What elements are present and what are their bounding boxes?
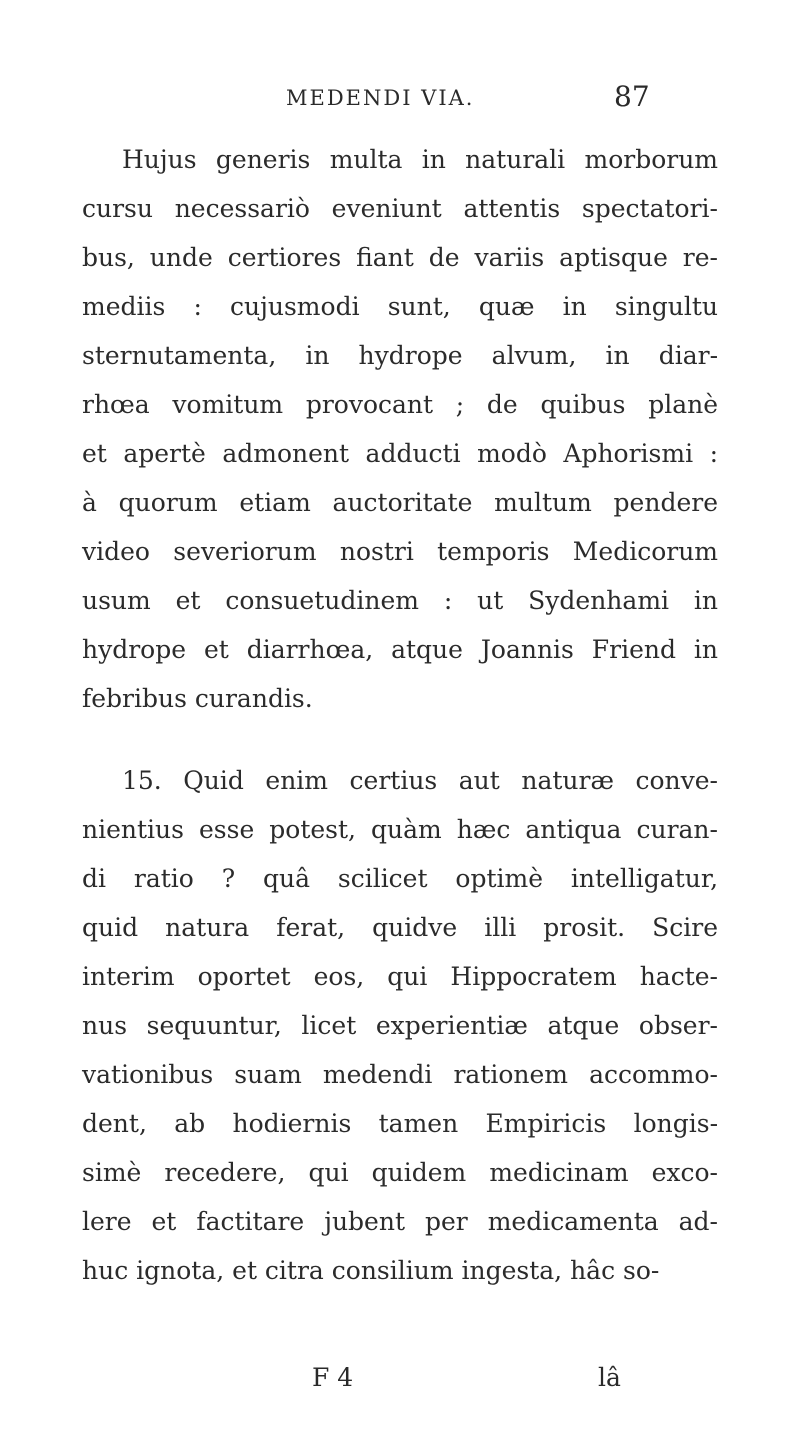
text-line: cursu necessariò eveniunt attentis spectatori- <box>82 194 719 223</box>
running-title: MEDENDI VIA. <box>286 86 475 110</box>
text-line: à quorum etiam auctoritate multum pendere <box>82 488 718 517</box>
text-line: quid natura ferat, quidve illi prosit. Scire <box>82 913 718 942</box>
text-line: et apertè admonent adducti modò Aphorismi : <box>82 439 719 468</box>
text-line: nientius esse potest, quàm hæc antiqua curan- <box>82 815 718 844</box>
text-line: rhœa vomitum provocant ; de quibus planè <box>82 390 718 419</box>
text-line: nus sequuntur, licet experientiæ atque obser- <box>82 1011 718 1040</box>
text-line: sternutamenta, in hydrope alvum, in diar- <box>82 341 719 370</box>
text-line: lere et factitare jubent per medicamenta ad- <box>82 1207 718 1236</box>
text-line: dent, ab hodiernis tamen Empiricis longis- <box>82 1109 719 1138</box>
text-line: febribus curandis. <box>82 684 313 713</box>
text-line: hydrope et diarrhœa, atque Joannis Friend in <box>82 635 718 664</box>
page-footer <box>0 1354 800 1402</box>
catchword: lâ <box>598 1363 621 1392</box>
page-number: 87 <box>614 80 650 113</box>
running-head <box>0 80 800 124</box>
text-line: 15. Quid enim certius aut naturæ conve- <box>122 766 719 795</box>
text-line: vationibus suam medendi rationem accommo- <box>82 1060 718 1089</box>
text-line: mediis : cujusmodi sunt, quæ in singultu <box>82 292 719 321</box>
text-line: di ratio ? quâ scilicet optimè intelligatur, <box>82 864 719 893</box>
text-line: huc ignota, et citra consilium ingesta, hâc so- <box>82 1256 660 1285</box>
text-line: simè recedere, qui quidem medicinam exco- <box>82 1158 719 1187</box>
signature-mark: F 4 <box>312 1363 354 1392</box>
text-line: interim oportet eos, qui Hippocratem hacte- <box>82 962 718 991</box>
text-line: usum et consuetudinem : ut Sydenhami in <box>82 586 718 615</box>
text-line: video severiorum nostri temporis Medicorum <box>82 537 719 566</box>
text-line: Hujus generis multa in naturali morborum <box>122 145 719 174</box>
text-line: bus, unde certiores fiant de variis aptisque re- <box>82 243 718 272</box>
